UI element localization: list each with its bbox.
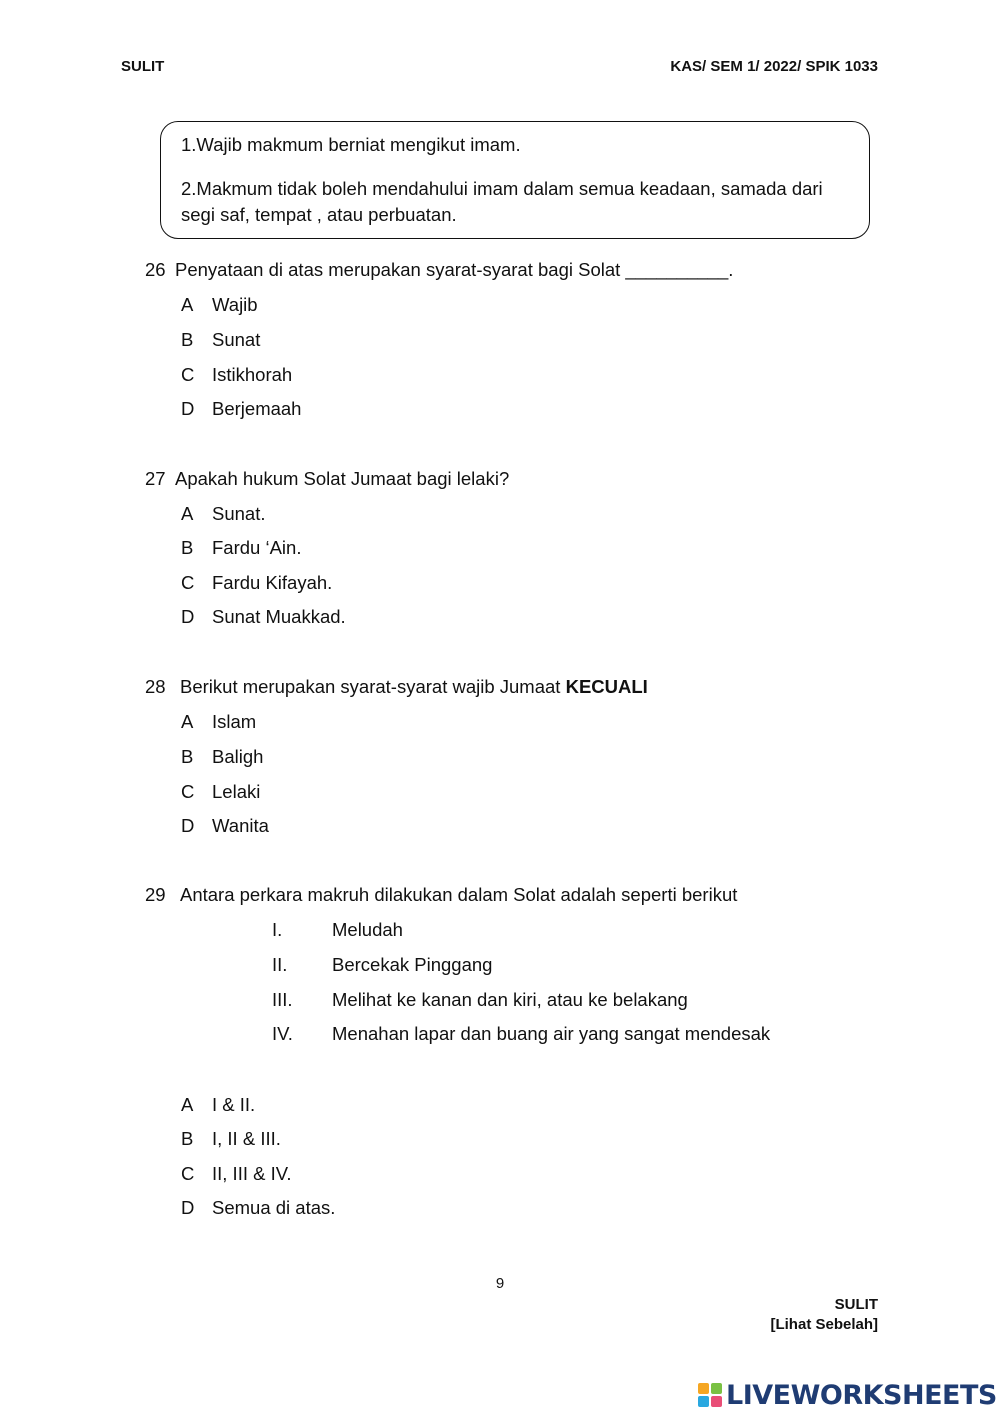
option-letter: D — [181, 815, 195, 836]
statement-box — [160, 121, 870, 239]
option-text: I & II. — [212, 1094, 256, 1115]
statement-item: Menahan lapar dan buang air yang sangat mendesak — [332, 1023, 771, 1044]
footer-sulit: SULIT — [834, 1296, 878, 1313]
logo-square — [711, 1383, 722, 1394]
option-letter: A — [181, 294, 194, 315]
header-left: SULIT — [121, 58, 165, 75]
statement-item: Melihat ke kanan dan kiri, atau ke belakang — [332, 989, 688, 1010]
liveworksheets-logo-icon — [698, 1383, 722, 1407]
option-text: Sunat Muakkad. — [212, 606, 346, 627]
question-number: 27 — [145, 468, 166, 489]
option-letter: B — [181, 329, 194, 350]
option-text: Baligh — [212, 746, 264, 767]
option-text: I, II & III. — [212, 1128, 281, 1149]
option-text: II, III & IV. — [212, 1163, 292, 1184]
roman-numeral: I. — [272, 919, 283, 940]
statement-1: 1.Wajib makmum berniat mengikut imam. — [181, 134, 521, 155]
question-number: 28 — [145, 676, 166, 697]
question-text: Antara perkara makruh dilakukan dalam Solat adalah seperti berikut — [180, 884, 738, 905]
page-number: 9 — [495, 1275, 505, 1292]
option-text: Wajib — [212, 294, 258, 315]
question-text: Apakah hukum Solat Jumaat bagi lelaki? — [175, 468, 510, 489]
logo-square — [698, 1383, 709, 1394]
option-text: Sunat — [212, 329, 261, 350]
option-letter: A — [181, 503, 194, 524]
option-letter: B — [181, 537, 194, 558]
option-letter: B — [181, 1128, 194, 1149]
question-keyword: KECUALI — [565, 676, 648, 697]
option-text: Islam — [212, 711, 257, 732]
liveworksheets-logo — [698, 1378, 997, 1412]
question-text-main: Berikut merupakan syarat-syarat wajib Jumaat — [180, 676, 561, 697]
option-letter: B — [181, 746, 194, 767]
logo-square — [711, 1396, 722, 1407]
option-letter: A — [181, 711, 194, 732]
option-text: Fardu Kifayah. — [212, 572, 333, 593]
option-text: Fardu ‘Ain. — [212, 537, 302, 558]
statement-item: Bercekak Pinggang — [332, 954, 493, 975]
option-letter: D — [181, 606, 195, 627]
option-letter: D — [181, 1197, 195, 1218]
roman-numeral: IV. — [272, 1023, 293, 1044]
logo-square — [698, 1396, 709, 1407]
statement-item: Meludah — [332, 919, 403, 940]
question-number: 26 — [145, 259, 166, 280]
question-text — [180, 676, 648, 698]
question-text: Penyataan di atas merupakan syarat-syarat bagi Solat __________. — [175, 259, 734, 280]
liveworksheets-logo-text: LIVEWORKSHEETS — [726, 1379, 997, 1411]
option-text: Sunat. — [212, 503, 266, 524]
header-right: KAS/ SEM 1/ 2022/ SPIK 1033 — [670, 58, 878, 75]
option-letter: C — [181, 364, 195, 385]
option-text: Wanita — [212, 815, 269, 836]
option-text: Berjemaah — [212, 398, 302, 419]
option-text: Lelaki — [212, 781, 261, 802]
roman-numeral: II. — [272, 954, 288, 975]
question-number: 29 — [145, 884, 166, 905]
footer-lihat-sebelah: [Lihat Sebelah] — [770, 1316, 878, 1333]
option-letter: D — [181, 398, 195, 419]
option-letter: C — [181, 1163, 195, 1184]
option-text: Semua di atas. — [212, 1197, 336, 1218]
option-letter: A — [181, 1094, 194, 1115]
roman-numeral: III. — [272, 989, 293, 1010]
statement-2: 2.Makmum tidak boleh mendahului imam dalam semua keadaan, samada dari segi saf, tempat , atau perbuatan. — [181, 178, 823, 225]
option-text: Istikhorah — [212, 364, 293, 385]
option-letter: C — [181, 572, 195, 593]
option-letter: C — [181, 781, 195, 802]
